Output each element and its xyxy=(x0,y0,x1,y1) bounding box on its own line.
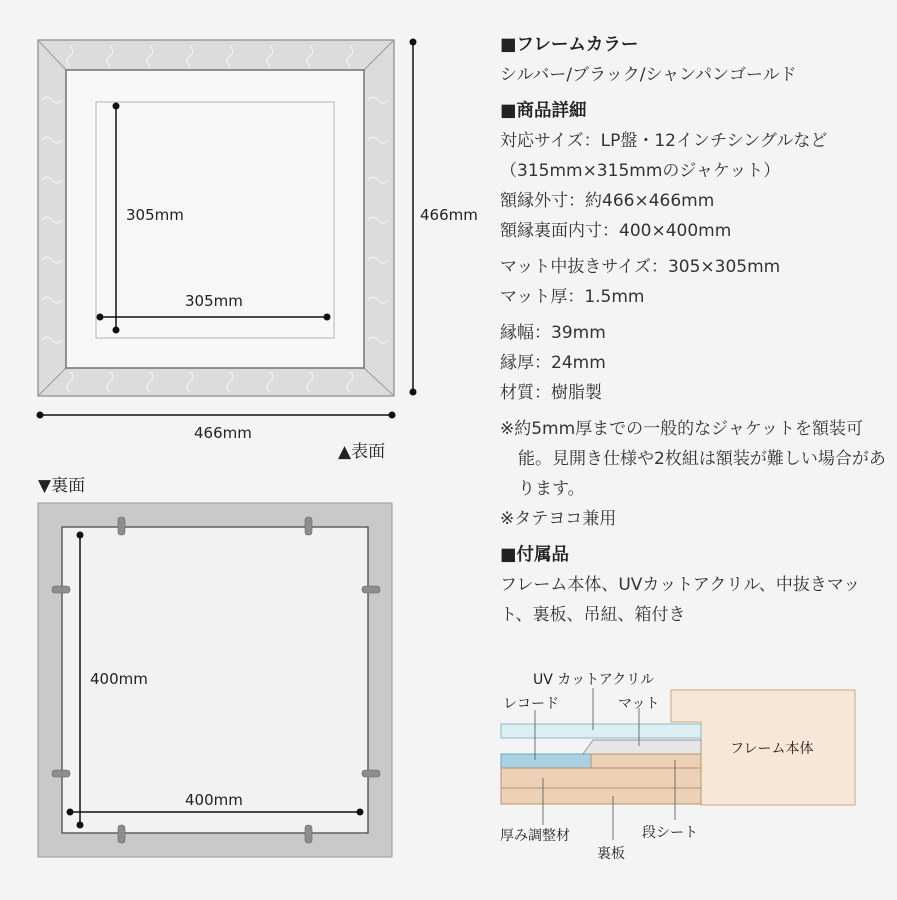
uv-acrylic-label: UV カットアクリル xyxy=(533,672,655,688)
mat-label: マット xyxy=(618,696,660,712)
frame-body-label: フレーム本体 xyxy=(730,741,814,757)
color-heading: ■フレームカラー xyxy=(500,35,639,55)
back-frame-diagram xyxy=(0,495,480,900)
acrylic-layer xyxy=(501,724,701,738)
step-sheet-layer xyxy=(591,754,701,768)
front-outer-height-label: 466mm xyxy=(420,206,478,224)
record-label: レコード xyxy=(503,696,559,712)
back-board-label: 裏板 xyxy=(597,846,625,862)
mat-layer xyxy=(583,740,701,754)
front-caption: ▲表面 xyxy=(338,442,386,462)
record-layer xyxy=(501,754,591,768)
color-list: シルバー/ブラック/シャンパンゴールド xyxy=(500,65,797,85)
frame-spec-line: 材質：樹脂製 xyxy=(500,383,602,403)
step-sheet-label: 段シート xyxy=(642,825,698,841)
back-inner-width-label: 400mm xyxy=(185,791,243,809)
front-frame-diagram xyxy=(0,0,480,470)
accessory-heading: ■付属品 xyxy=(500,545,570,565)
spec-line: 対応サイズ：LP盤・12インチシングルなど xyxy=(500,131,828,151)
back-inner-height-label: 400mm xyxy=(90,670,148,688)
spacer-label: 厚み調整材 xyxy=(500,828,570,844)
front-outer-width-label: 466mm xyxy=(194,424,252,442)
mat-spec-line: マット中抜きサイズ：305×305mm xyxy=(500,257,781,277)
note-line: ※約5mm厚までの一般的なジャケットを額装可能。見開き仕様や2枚組は額装が難しい場合があります。 xyxy=(500,419,886,499)
spacer-layer xyxy=(501,768,701,788)
accessory-list: フレーム本体、UVカットアクリル、中抜きマット、裏板、吊紐、箱付き xyxy=(500,575,861,625)
mat-spec-line: マット厚：1.5mm xyxy=(500,287,645,307)
spec-line: （315mm×315mmのジャケット） xyxy=(500,161,781,181)
front-mat-width-label: 305mm xyxy=(185,292,243,310)
spec-line: 額縁裏面内寸：400×400mm xyxy=(500,221,732,241)
back-caption: ▼裏面 xyxy=(38,476,86,496)
note-line: ※タテヨコ兼用 xyxy=(500,509,617,529)
frame-spec-line: 縁幅：39mm xyxy=(500,323,606,343)
product-details xyxy=(500,30,890,630)
frame-spec-line: 縁厚：24mm xyxy=(500,353,606,373)
spec-heading: ■商品詳細 xyxy=(500,101,587,121)
spec-line: 額縁外寸：約466×466mm xyxy=(500,191,715,211)
front-mat-height-label: 305mm xyxy=(126,206,184,224)
back-board-layer xyxy=(501,788,701,804)
